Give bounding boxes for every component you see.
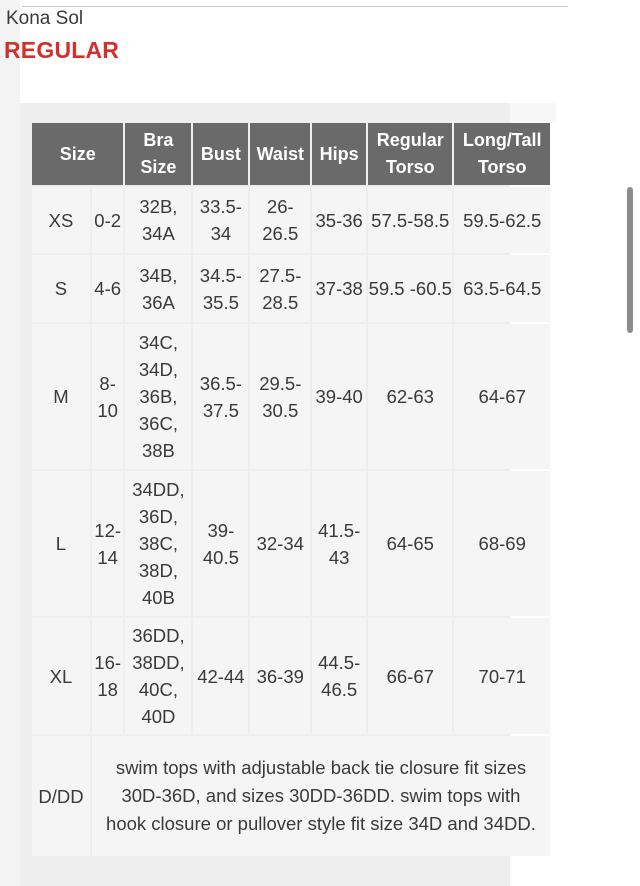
divider [22, 6, 568, 7]
long-torso-cell: 70-71 [454, 618, 550, 734]
table-row [32, 324, 550, 469]
size-chart-table [30, 121, 552, 858]
waist-cell: 26-26.5 [250, 187, 310, 253]
bust-cell: 34.5-35.5 [193, 255, 248, 322]
regular-torso-cell: 62-63 [368, 324, 452, 469]
collection-title: REGULAR [4, 37, 120, 63]
bra-size-cell: 32B, 34A [125, 187, 191, 253]
long-torso-cell: 59.5-62.5 [454, 187, 550, 253]
hips-cell: 39-40 [312, 324, 366, 469]
size-cell: S [32, 255, 90, 322]
size-cell: M [32, 324, 90, 469]
table-row [32, 618, 550, 734]
size-cell: L [32, 471, 90, 616]
table-row [32, 187, 550, 253]
bust-cell: 42-44 [193, 618, 248, 734]
table-row [32, 255, 550, 322]
regular-torso-cell: 59.5 -60.5 [368, 255, 452, 322]
long-torso-cell: 64-67 [454, 324, 550, 469]
regular-torso-cell: 64-65 [368, 471, 452, 616]
bra-size-cell: 34DD, 36D, 38C, 38D, 40B [125, 471, 191, 616]
header-hips: Hips [312, 123, 366, 185]
regular-torso-cell: 57.5-58.5 [368, 187, 452, 253]
header-regular-torso: Regular Torso [368, 123, 452, 185]
left-edge [0, 0, 20, 886]
scrollbar-thumb[interactable] [627, 187, 633, 333]
header-bra-size: Bra Size [125, 123, 191, 185]
regular-torso-cell: 66-67 [368, 618, 452, 734]
numeric-size-cell: 0-2 [92, 187, 124, 253]
waist-cell: 27.5-28.5 [250, 255, 310, 322]
bust-cell: 33.5-34 [193, 187, 248, 253]
long-torso-cell: 63.5-64.5 [454, 255, 550, 322]
dd-note-cell: swim tops with adjustable back tie closure fit sizes 30D-36D, and sizes 30DD-36DD. swim tops with hook closure or pullover style fit size 34D and 34DD. [92, 736, 550, 856]
hips-cell: 44.5-46.5 [312, 618, 366, 734]
numeric-size-cell: 16-18 [92, 618, 124, 734]
panel-edge [510, 103, 556, 123]
size-cell: XL [32, 618, 90, 734]
numeric-size-cell: 8-10 [92, 324, 124, 469]
bra-size-cell: 36DD, 38DD, 40C, 40D [125, 618, 191, 734]
bust-cell: 36.5-37.5 [193, 324, 248, 469]
hips-cell: 37-38 [312, 255, 366, 322]
numeric-size-cell: 4-6 [92, 255, 124, 322]
waist-cell: 29.5-30.5 [250, 324, 310, 469]
long-torso-cell: 68-69 [454, 471, 550, 616]
table-row [32, 471, 550, 616]
waist-cell: 36-39 [250, 618, 310, 734]
header-waist: Waist [250, 123, 310, 185]
bra-size-cell: 34C, 34D, 36B, 36C, 38B [125, 324, 191, 469]
dd-label-cell: D/DD [32, 736, 90, 856]
table-row [32, 736, 550, 856]
bra-size-cell: 34B, 36A [125, 255, 191, 322]
header-bust: Bust [193, 123, 248, 185]
hips-cell: 35-36 [312, 187, 366, 253]
hips-cell: 41.5-43 [312, 471, 366, 616]
waist-cell: 32-34 [250, 471, 310, 616]
numeric-size-cell: 12-14 [92, 471, 124, 616]
brand-name: Kona Sol [6, 8, 84, 29]
header-size: Size [32, 123, 123, 185]
bust-cell: 39-40.5 [193, 471, 248, 616]
header-long-torso: Long/Tall Torso [454, 123, 550, 185]
size-cell: XS [32, 187, 90, 253]
header-row [32, 123, 550, 185]
